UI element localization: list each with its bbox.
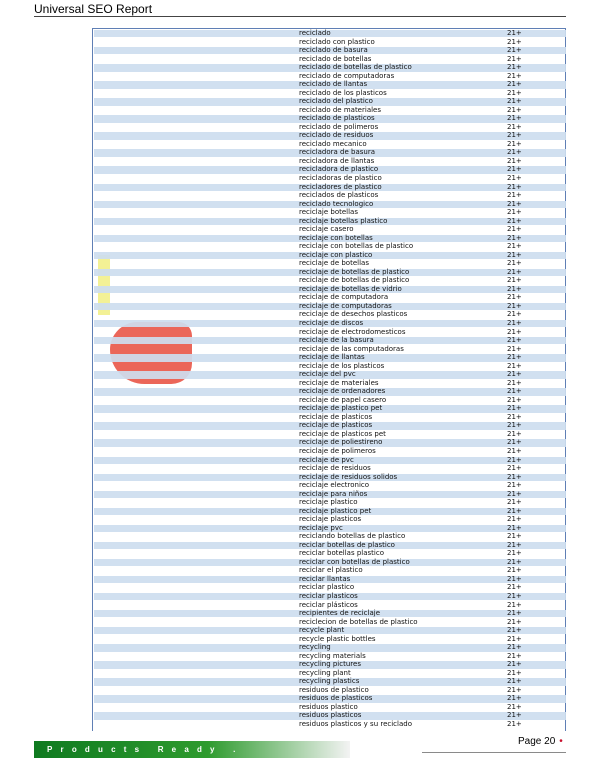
table-row [94, 90, 566, 97]
title-divider [34, 16, 566, 17]
keyword-cell: reciclaje de botellas de vidrio [299, 284, 402, 293]
table-row [94, 567, 566, 574]
keyword-cell: reciclado de los plasticos [299, 88, 387, 97]
table-row [94, 516, 566, 523]
rank-cell: 21+ [507, 455, 522, 464]
rank-cell: 21+ [507, 208, 522, 217]
rank-cell: 21+ [507, 489, 522, 498]
keyword-cell: reciclado de plasticos [299, 114, 375, 123]
rank-cell: 21+ [507, 336, 522, 345]
table-row [94, 252, 566, 259]
table-row [94, 132, 566, 139]
rank-cell: 21+ [507, 549, 522, 558]
rank-cell: 21+ [507, 54, 522, 63]
keyword-cell: reciclaje de desechos plasticos [299, 310, 408, 319]
rank-cell: 21+ [507, 566, 522, 575]
table-row [94, 286, 566, 293]
keyword-cell: reciclaje de polimeros [299, 446, 376, 455]
keyword-cell: reciclado con plastico [299, 37, 375, 46]
table-row [94, 337, 566, 344]
footer-banner [34, 741, 350, 771]
keyword-cell: reciclaje pvc [299, 523, 343, 532]
rank-cell: 21+ [507, 702, 522, 711]
keyword-cell: reciclado de llantas [299, 80, 368, 89]
keyword-cell: reciclaje de plasticos pet [299, 429, 386, 438]
keyword-cell: reciclado de basura [299, 46, 368, 55]
rank-cell: 21+ [507, 634, 522, 643]
keyword-cell: reciclaje de llantas [299, 353, 365, 362]
keyword-cell: reciclaje de residuos [299, 464, 371, 473]
table-row [94, 201, 566, 208]
rank-cell: 21+ [507, 685, 522, 694]
table-row [94, 380, 566, 387]
rank-cell: 21+ [507, 532, 522, 541]
keyword-cell: reciclaje de plasticos [299, 421, 373, 430]
rank-cell: 21+ [507, 472, 522, 481]
rank-cell: 21+ [507, 506, 522, 515]
table-row [94, 559, 566, 566]
rank-cell: 21+ [507, 617, 522, 626]
rank-cell: 21+ [507, 378, 522, 387]
table-row [94, 627, 566, 634]
keyword-cell: recicladores de plastico [299, 182, 382, 191]
rank-cell: 21+ [507, 97, 522, 106]
keyword-cell: reciclaje de las computadoras [299, 344, 404, 353]
rank-cell: 21+ [507, 643, 522, 652]
table-row [94, 712, 566, 719]
rank-cell: 21+ [507, 165, 522, 174]
table-row [94, 704, 566, 711]
table-row [94, 678, 566, 685]
keyword-cell: reciclaje plastico pet [299, 506, 372, 515]
keyword-cell: residuos plasticos [299, 711, 362, 720]
keyword-cell: reciclar plastico [299, 583, 355, 592]
rank-cell: 21+ [507, 250, 522, 259]
report-title: Universal SEO Report [34, 2, 153, 16]
table-row [94, 431, 566, 438]
table-row [94, 107, 566, 114]
table-row [94, 166, 566, 173]
keyword-cell: reciclaje plasticos [299, 515, 362, 524]
table-row [94, 371, 566, 378]
table-row [94, 294, 566, 301]
page-bullet-icon: • [559, 736, 563, 747]
table-row [94, 619, 566, 626]
table-row [94, 354, 566, 361]
table-row [94, 653, 566, 660]
table-row [94, 115, 566, 122]
rank-cell: 21+ [507, 711, 522, 720]
rank-cell: 21+ [507, 310, 522, 319]
table-row [94, 593, 566, 600]
keyword-cell: reciclaje botellas plastico [299, 216, 388, 225]
rank-cell: 21+ [507, 591, 522, 600]
rank-cell: 21+ [507, 361, 522, 370]
table-row [94, 226, 566, 233]
table-row [94, 218, 566, 225]
table-row [94, 73, 566, 80]
keyword-table [92, 28, 566, 731]
rank-cell: 21+ [507, 37, 522, 46]
rank-cell: 21+ [507, 267, 522, 276]
table-row [94, 499, 566, 506]
footer-tagline: Products Ready . Business Ready [47, 745, 244, 771]
page-divider [422, 752, 566, 753]
keyword-cell: reciclaje de poliestireno [299, 438, 383, 447]
rank-cell: 21+ [507, 71, 522, 80]
rank-cell: 21+ [507, 651, 522, 660]
keyword-cell: reciclaje de ordenadores [299, 387, 386, 396]
rank-cell: 21+ [507, 301, 522, 310]
table-row [94, 721, 566, 728]
table-row [94, 550, 566, 557]
table-row [94, 465, 566, 472]
rank-cell: 21+ [507, 293, 522, 302]
rank-cell: 21+ [507, 29, 522, 37]
page-number [518, 736, 563, 747]
table-row [94, 47, 566, 54]
keyword-cell: residuos de plasticos [299, 694, 373, 703]
rank-cell: 21+ [507, 174, 522, 182]
rank-cell: 21+ [507, 46, 522, 55]
keyword-cell: reciclaje casero [299, 225, 354, 234]
rank-cell: 21+ [507, 498, 522, 507]
rank-cell: 21+ [507, 609, 522, 618]
rank-cell: 21+ [507, 523, 522, 532]
keyword-cell: recycle plastic bottles [299, 634, 376, 643]
rank-cell: 21+ [507, 80, 522, 89]
rank-cell: 21+ [507, 583, 522, 592]
keyword-cell: reciclaje de electrodomesticos [299, 327, 406, 336]
keyword-cell: reciclar plásticos [299, 600, 358, 609]
rank-cell: 21+ [507, 694, 522, 703]
rank-cell: 21+ [507, 464, 522, 473]
rank-cell: 21+ [507, 131, 522, 140]
keyword-cell: reciclado mecanico [299, 139, 367, 148]
keyword-cell: residuos plastico [299, 702, 358, 711]
table-row [94, 457, 566, 464]
rank-cell: 21+ [507, 156, 522, 165]
table-row [94, 303, 566, 310]
keyword-cell: reciclaje electronico [299, 481, 370, 490]
keyword-cell: recipientes de reciclaje [299, 609, 381, 618]
table-row [94, 346, 566, 353]
table-row [94, 610, 566, 617]
rank-cell: 21+ [507, 276, 522, 285]
rank-cell: 21+ [507, 540, 522, 549]
rank-cell: 21+ [507, 63, 522, 72]
keyword-cell: reciclado de botellas [299, 54, 372, 63]
rank-cell: 21+ [507, 327, 522, 336]
rank-cell: 21+ [507, 438, 522, 447]
table-row [94, 397, 566, 404]
rank-cell: 21+ [507, 387, 522, 396]
keyword-cell: reciclado [299, 29, 331, 37]
table-row [94, 269, 566, 276]
table-row [94, 277, 566, 284]
keyword-cell: recycling pictures [299, 660, 361, 669]
table-row [94, 158, 566, 165]
keyword-cell: recycle plant [299, 626, 345, 635]
keyword-cell: reciclaje de computadora [299, 293, 389, 302]
rank-cell: 21+ [507, 199, 522, 208]
table-row [94, 448, 566, 455]
keyword-cell: reciclar plasticos [299, 591, 358, 600]
keyword-cell: reciclaje de los plasticos [299, 361, 385, 370]
rank-cell: 21+ [507, 370, 522, 379]
table-row [94, 695, 566, 702]
table-row [94, 175, 566, 182]
keyword-cell: reciclando botellas de plastico [299, 532, 406, 541]
keyword-cell: reciclaje de pvc [299, 455, 354, 464]
rank-cell: 21+ [507, 481, 522, 490]
keyword-cell: recicladora de plastico [299, 165, 379, 174]
table-row [94, 124, 566, 131]
rank-cell: 21+ [507, 557, 522, 566]
rank-cell: 21+ [507, 353, 522, 362]
page-label-text: Page 20 [518, 736, 556, 747]
table-row [94, 149, 566, 156]
rank-cell: 21+ [507, 429, 522, 438]
keyword-cell: recycling plant [299, 668, 351, 677]
rank-cell: 21+ [507, 182, 522, 191]
rank-cell: 21+ [507, 148, 522, 157]
keyword-cell: reciclaje de papel casero [299, 395, 387, 404]
keyword-cell: reciclado de residuos [299, 131, 374, 140]
keyword-cell: reciclaje con plastico [299, 250, 373, 259]
rank-cell: 21+ [507, 225, 522, 234]
table-row [94, 329, 566, 336]
keyword-cell: residuos de plastico [299, 685, 369, 694]
table-row [94, 602, 566, 609]
rank-cell: 21+ [507, 88, 522, 97]
table-row [94, 422, 566, 429]
rank-cell: 21+ [507, 319, 522, 328]
keyword-cell: residuos plasticos y su reciclado [299, 719, 412, 728]
keyword-cell: reciclado de computadoras [299, 71, 395, 80]
rank-cell: 21+ [507, 233, 522, 242]
table-row [94, 260, 566, 267]
rank-cell: 21+ [507, 284, 522, 293]
table-row [94, 644, 566, 651]
keyword-cell: reciclaje de botellas de plastico [299, 267, 410, 276]
table-row [94, 235, 566, 242]
keyword-cell: recicladora de basura [299, 148, 375, 157]
table-row [94, 636, 566, 643]
keyword-cell: reciclado del plastico [299, 97, 373, 106]
rank-cell: 21+ [507, 515, 522, 524]
table-row [94, 243, 566, 250]
keyword-cell: reciclaje de plasticos [299, 412, 373, 421]
rank-cell: 21+ [507, 446, 522, 455]
keyword-cell: reciclado tecnologico [299, 199, 374, 208]
table-row [94, 363, 566, 370]
rank-cell: 21+ [507, 139, 522, 148]
table-row [94, 209, 566, 216]
table-row [94, 576, 566, 583]
keyword-cell: recicladoras de plastico [299, 174, 382, 182]
table-row [94, 311, 566, 318]
table-row [94, 542, 566, 549]
rank-cell: 21+ [507, 114, 522, 123]
keyword-cell: reciclaje del pvc [299, 370, 356, 379]
table-row [94, 56, 566, 63]
table-row [94, 192, 566, 199]
keyword-cell: reciclaje de la basura [299, 336, 374, 345]
keyword-cell: reciclaje de computadoras [299, 301, 392, 310]
keyword-cell: reciclaje de plastico pet [299, 404, 383, 413]
table-row [94, 533, 566, 540]
rank-cell: 21+ [507, 421, 522, 430]
keyword-cell: reciclado de botellas de plastico [299, 63, 412, 72]
rank-cell: 21+ [507, 404, 522, 413]
table-row [94, 388, 566, 395]
table-row [94, 64, 566, 71]
rank-cell: 21+ [507, 105, 522, 114]
table-row [94, 414, 566, 421]
table-row [94, 30, 566, 37]
keyword-cell: reciclar botellas de plastico [299, 540, 395, 549]
keyword-cell: reciclar botellas plastico [299, 549, 384, 558]
table-row [94, 525, 566, 532]
keyword-cell: reciclaje con botellas [299, 233, 373, 242]
keyword-cell: reciclaje con botellas de plastico [299, 242, 414, 251]
keyword-cell: reciclaje de residuos solidos [299, 472, 398, 481]
table-row [94, 141, 566, 148]
keyword-cell: reciclaje de botellas [299, 259, 369, 268]
rank-cell: 21+ [507, 191, 522, 200]
keyword-cell: reciclecion de botellas de plastico [299, 617, 418, 626]
table-row [94, 320, 566, 327]
keyword-cell: reciclado de materiales [299, 105, 382, 114]
keyword-cell: reciclaje botellas [299, 208, 358, 217]
table-row [94, 474, 566, 481]
rank-cell: 21+ [507, 626, 522, 635]
keyword-cell: reciclaje plastico [299, 498, 358, 507]
keyword-cell: recycling plastics [299, 677, 360, 686]
rank-cell: 21+ [507, 395, 522, 404]
rank-cell: 21+ [507, 344, 522, 353]
table-row [94, 81, 566, 88]
rank-cell: 21+ [507, 668, 522, 677]
keyword-cell: recycling [299, 643, 331, 652]
keyword-cell: reciclaje de botellas de plastico [299, 276, 410, 285]
table-row [94, 405, 566, 412]
rank-cell: 21+ [507, 259, 522, 268]
keyword-cell: reciclar con botellas de plastico [299, 557, 410, 566]
rank-cell: 21+ [507, 600, 522, 609]
keyword-cell: reciclaje de discos [299, 319, 364, 328]
table-row [94, 687, 566, 694]
rank-cell: 21+ [507, 719, 522, 728]
table-row [94, 584, 566, 591]
keyword-cell: reciclar llantas [299, 574, 351, 583]
keyword-cell: recicladora de llantas [299, 156, 375, 165]
rank-cell: 21+ [507, 216, 522, 225]
keyword-cell: recycling materials [299, 651, 366, 660]
keyword-cell: reciclaje de materiales [299, 378, 379, 387]
table-row [94, 491, 566, 498]
rank-cell: 21+ [507, 574, 522, 583]
rank-cell: 21+ [507, 412, 522, 421]
keyword-cell: reciclaje para niños [299, 489, 368, 498]
rank-cell: 21+ [507, 660, 522, 669]
keyword-cell: reciclado de polimeros [299, 122, 379, 131]
rank-cell: 21+ [507, 242, 522, 251]
table-row [94, 98, 566, 105]
table-row [94, 439, 566, 446]
table-row [94, 508, 566, 515]
table-row [94, 661, 566, 668]
rank-cell: 21+ [507, 122, 522, 131]
keyword-cell: reciclados de plasticos [299, 191, 379, 200]
rank-cell: 21+ [507, 677, 522, 686]
table-row [94, 184, 566, 191]
table-row [94, 39, 566, 46]
keyword-cell: reciclar el plastico [299, 566, 363, 575]
table-row [94, 482, 566, 489]
table-row [94, 670, 566, 677]
